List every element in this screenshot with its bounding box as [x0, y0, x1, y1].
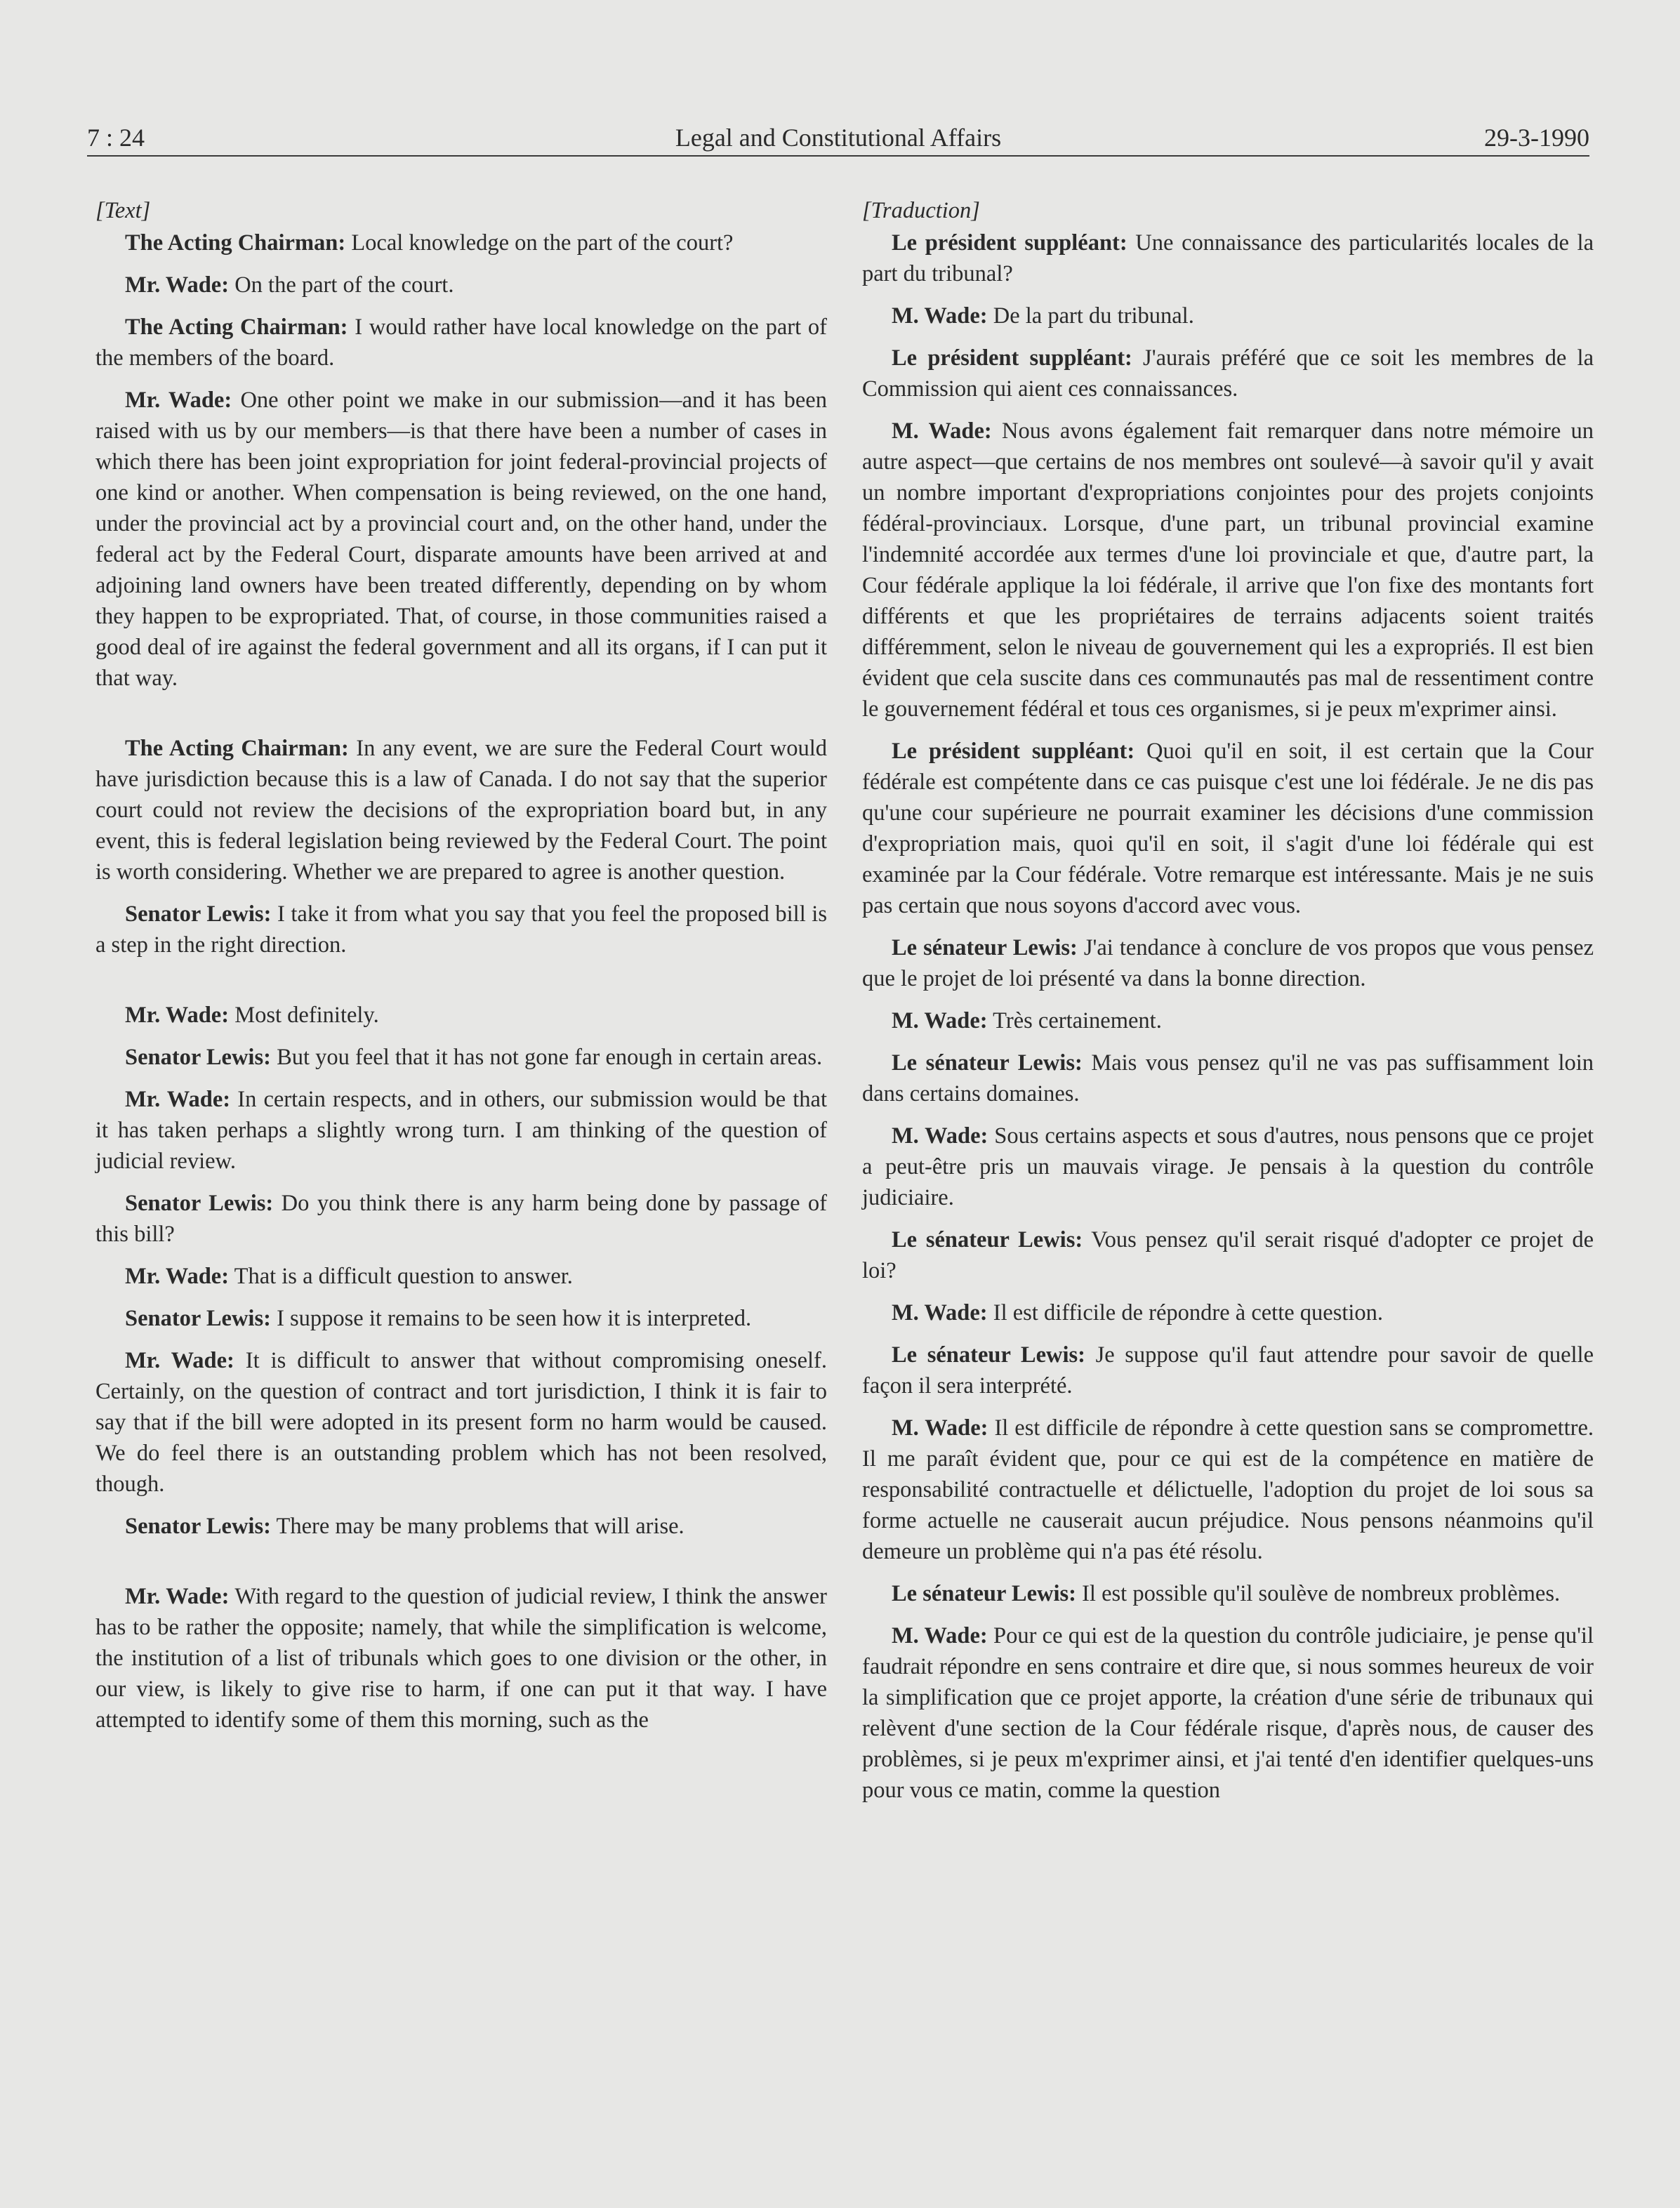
column-spacer [95, 1553, 827, 1581]
speaker-name: Mr. Wade: [125, 272, 230, 298]
speaker-name: M. Wade: [892, 1123, 988, 1149]
speaker-name: Senator Lewis: [125, 1306, 271, 1331]
speaker-name: Mr. Wade: [125, 1087, 231, 1112]
transcript-paragraph [95, 312, 827, 373]
transcript-paragraph [862, 932, 1594, 994]
transcript-paragraph [862, 416, 1594, 725]
speech-text: I suppose it remains to be seen how it is interpreted. [270, 1306, 752, 1331]
speech-text: Il est difficile de répondre à cette question sans se compromettre. Il me paraît évident que, pour ce qui est de la compétence en matière de responsabilité contractuelle et délictuelle, l'adoption du projet de loi sous sa forme actuelle ne causerait aucun préjudice. Nous pensons néanmoins qu'il demeure un problème qui n'a pas été résolu. [862, 1415, 1594, 1564]
column-spacer [95, 705, 827, 733]
traduction-marker: [Traduction] [862, 198, 980, 223]
speaker-name: Le sénateur Lewis: [892, 1581, 1076, 1606]
speech-text: Most definitely. [229, 1003, 379, 1028]
speaker-name: Le sénateur Lewis: [892, 935, 1078, 960]
transcript-paragraph [862, 343, 1594, 404]
transcript-paragraph [95, 1511, 827, 1542]
transcript-paragraph [95, 1188, 827, 1250]
speech-text: Pour ce qui est de la question du contrôle judiciaire, je pense qu'il faudrait répondre en sens contraire et dire que, si nous sommes heureux de voir la simplification que ce projet apporte, la création d'une série de tribunaux qui relèvent d'une section de la Cour fédérale risque, d'après nous, de causer des problèmes, si je peux m'exprimer ainsi, et j'ai tenté d'en identifier quelques-uns pour vous ce matin, comme la question [862, 1623, 1594, 1803]
speaker-name: M. Wade: [892, 1623, 988, 1648]
speaker-name: M. Wade: [892, 303, 988, 329]
speaker-name: The Acting Chairman: [125, 315, 348, 340]
transcript-paragraph [95, 733, 827, 887]
text-marker: [Text] [95, 198, 151, 223]
speaker-name: Le président suppléant: [892, 230, 1127, 256]
speaker-name: The Acting Chairman: [125, 230, 346, 256]
speaker-name: Mr. Wade: [125, 1348, 234, 1373]
speech-text: Vous pensez qu'il serait risqué d'adopter ce projet de loi? [862, 1227, 1594, 1283]
speaker-name: The Acting Chairman: [125, 736, 349, 761]
speaker-name: Senator Lewis: [125, 1514, 271, 1539]
speech-text: It is difficult to answer that without compromising oneself. Certainly, on the question of contract and tort jurisdiction, I think it is fair to say that if the bill were adopted in its present form no harm would be caused. We do feel there is an outstanding problem which has not been resolved, though. [95, 1348, 828, 1497]
page-number: 7 : 24 [87, 124, 145, 152]
speech-text: One other point we make in our submission—and it has been raised with us by our members—is that there have been a number of cases in which there has been joint expropriation for joint federal-provincial projects of one kind or another. When compensation is being reviewed, on the one hand, under the provincial act by a provincial court and, on the other hand, under the federal act by the Federal Court, disparate amounts have been arrived at and adjoining land owners have been treated differently, depending on by whom they happen to be expropriated. That, of course, in those communities raised a good deal of ire against the federal government and all its organs, if I can put it that way. [95, 388, 827, 691]
speaker-name: Senator Lewis: [125, 1045, 271, 1070]
speaker-name: Senator Lewis: [125, 1191, 274, 1216]
speech-text: Je suppose qu'il faut attendre pour savoir de quelle façon il sera interprété. [862, 1342, 1594, 1399]
transcript-paragraph [95, 1345, 827, 1500]
speaker-name: Le président suppléant: [892, 739, 1135, 764]
transcript-paragraph [862, 1005, 1594, 1036]
transcript-paragraph [95, 1000, 827, 1031]
transcript-paragraph [95, 1042, 827, 1073]
speaker-name: Mr. Wade: [125, 1003, 230, 1028]
transcript-paragraph [95, 227, 827, 258]
speech-text: Local knowledge on the part of the court? [345, 230, 734, 256]
transcript-paragraph [95, 1261, 827, 1292]
speaker-name: Mr. Wade: [125, 1264, 230, 1289]
page-date: 29-3-1990 [1484, 124, 1589, 152]
speaker-name: Le sénateur Lewis: [892, 1227, 1083, 1252]
transcript-paragraph [862, 1340, 1594, 1401]
transcript-paragraph [862, 1120, 1594, 1213]
speech-text: Une connaissance des particularités locales de la part du tribunal? [862, 230, 1594, 286]
transcript-paragraph [862, 1413, 1594, 1567]
speech-text: Il est difficile de répondre à cette question. [987, 1300, 1384, 1326]
speech-text: But you feel that it has not gone far enough in certain areas. [270, 1045, 823, 1070]
english-column [95, 195, 827, 1747]
speaker-name: Le sénateur Lewis: [892, 1050, 1083, 1076]
speech-text: Mais vous pensez qu'il ne vas pas suffisamment loin dans certains domaines. [862, 1050, 1594, 1106]
transcript-paragraph [862, 736, 1594, 921]
speaker-name: Le président suppléant: [892, 345, 1132, 371]
transcript-paragraph [862, 227, 1594, 289]
speaker-name: Senator Lewis: [125, 901, 272, 927]
speech-text: That is a difficult question to answer. [229, 1264, 573, 1289]
transcript-paragraph [862, 1578, 1594, 1609]
speech-text: In certain respects, and in others, our submission would be that it has taken perhaps a slightly wrong turn. I am thinking of the question of judicial review. [95, 1087, 828, 1174]
transcript-paragraph [862, 1047, 1594, 1109]
transcript-paragraph [95, 1303, 827, 1334]
speech-text: Quoi qu'il en soit, il est certain que la Cour fédérale est compétente dans ce cas puisque c'est une loi fédérale. Je ne dis pas qu'une cour supérieure ne pourrait examiner les décisions d'une commission d'expropriation mais, quoi qu'il en soit, il s'agit d'une loi fédérale qui est examinée par la Cour fédérale. Votre remarque est intéressante. Mais je ne suis pas certain que nous soyons d'accord avec vous. [862, 739, 1594, 918]
transcript-paragraph [862, 1297, 1594, 1328]
speech-text: With regard to the question of judicial review, I think the answer has to be rather the opposite; namely, that while the simplification is welcome, the institution of a list of tribunals which goes to one division or the other, in our view, is likely to give rise to harm, if one can put it that way. I have attempted to identify some of them this morning, such as the [95, 1584, 827, 1733]
speech-text: I take it from what you say that you feel the proposed bill is a step in the right direction. [95, 901, 827, 958]
french-column [862, 195, 1594, 1817]
transcript-paragraph [862, 300, 1594, 331]
column-spacer [95, 972, 827, 1000]
speech-text: Sous certains aspects et sous d'autres, nous pensons que ce projet a peut-être pris un mauvais virage. Je pensais à la question du contrôle judiciaire. [862, 1123, 1594, 1210]
speech-text: Do you think there is any harm being done by passage of this bill? [95, 1191, 828, 1247]
header-rule [87, 155, 1589, 157]
speaker-name: M. Wade: [892, 1300, 988, 1326]
transcript-paragraph [95, 899, 827, 960]
transcript-paragraph [95, 270, 827, 300]
speech-text: Très certainement. [987, 1008, 1162, 1033]
transcript-paragraph [95, 385, 827, 694]
speech-text: I would rather have local knowledge on the part of the members of the board. [95, 315, 827, 371]
running-title: Legal and Constitutional Affairs [675, 124, 1002, 152]
speech-text: On the part of the court. [229, 272, 454, 298]
speech-text: In any event, we are sure the Federal Court would have jurisdiction because this is a law of Canada. I do not say that the superior court could not review the decisions of the expropriation board but, in any event, this is federal legislation being reviewed by the Federal Court. The point is worth considering. Whether we are prepared to agree is another question. [95, 736, 828, 885]
speech-text: J'aurais préféré que ce soit les membres de la Commission qui aient ces connaissances. [862, 345, 1594, 402]
speech-text: Nous avons également fait remarquer dans notre mémoire un autre aspect—que certains de nos membres ont soulevé—à savoir qu'il y avait un nombre important d'expropriations conjointes pour des projets conjoints fédéral-provinciaux. Lorsque, d'une part, un tribunal provincial examine l'indemnité accordée aux termes d'une loi provinciale et que, d'autre part, la Cour fédérale applique la loi fédérale, il arrive que l'on fixe des montants fort différents et que les propriétaires de terrains adjacents soient traités différemment, selon le niveau de gouvernement qui les a expropriés. Il est bien évident que cela suscite dans ces communautés pas mal de ressentiment contre le gouvernement fédéral et tous ces organismes, si je peux m'exprimer ainsi. [862, 418, 1594, 722]
speech-text: De la part du tribunal. [987, 303, 1194, 329]
transcript-paragraph [95, 1084, 827, 1177]
speaker-name: Mr. Wade: [125, 388, 232, 413]
speaker-name: M. Wade: [892, 1008, 988, 1033]
speech-text: Il est possible qu'il soulève de nombreux problèmes. [1076, 1581, 1561, 1606]
speaker-name: Mr. Wade: [125, 1584, 230, 1609]
transcript-paragraph [862, 1620, 1594, 1806]
speaker-name: M. Wade: [892, 418, 992, 444]
speaker-name: M. Wade: [892, 1415, 988, 1441]
transcript-paragraph [862, 1224, 1594, 1286]
page-header [87, 117, 1589, 159]
speaker-name: Le sénateur Lewis: [892, 1342, 1085, 1368]
transcript-paragraph [95, 1581, 827, 1736]
speech-text: J'ai tendance à conclure de vos propos que vous pensez que le projet de loi présenté va dans la bonne direction. [862, 935, 1594, 991]
speech-text: There may be many problems that will arise. [270, 1514, 684, 1539]
